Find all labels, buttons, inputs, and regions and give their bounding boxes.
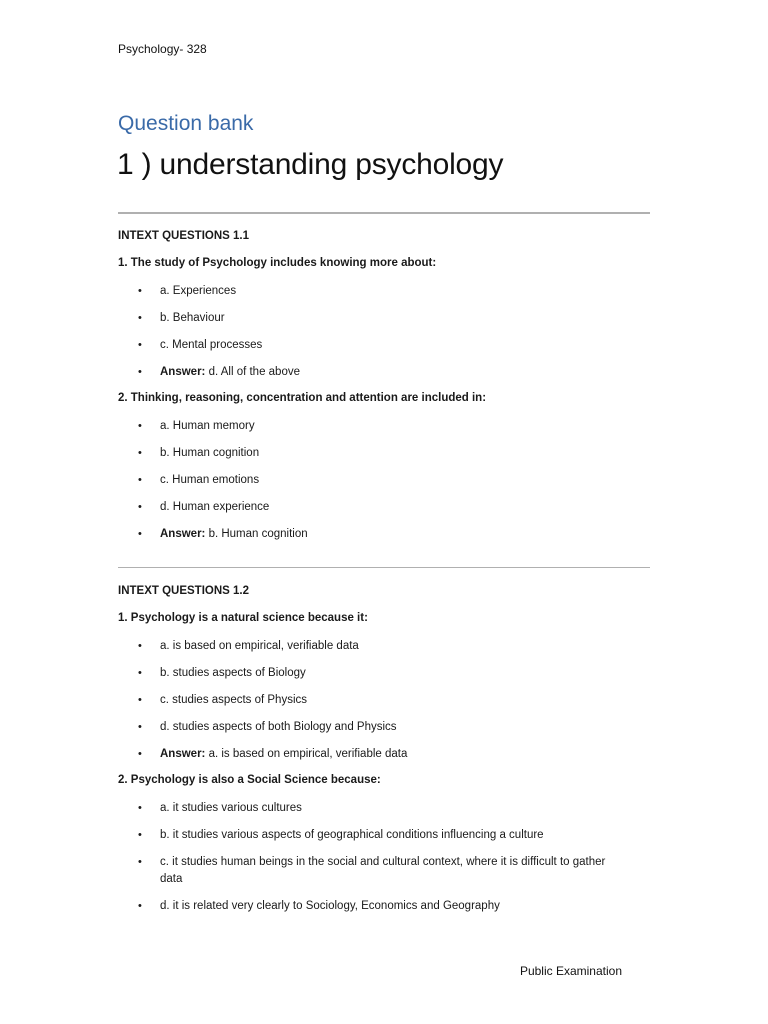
option-item: • b. Behaviour: [118, 310, 658, 327]
bullet-icon: •: [138, 447, 142, 459]
option-item: • a. Human memory: [118, 418, 658, 435]
page-header: Psychology- 328: [118, 42, 207, 56]
question-text: 2. Psychology is also a Social Science because:: [118, 774, 381, 786]
option-list: [118, 283, 658, 381]
option-list: [118, 800, 658, 915]
chapter-title: 1 ) understanding psychology: [117, 148, 504, 181]
section-intext-1-1: [118, 229, 658, 553]
bullet-icon: •: [138, 667, 142, 679]
section-title: INTEXT QUESTIONS 1.1: [118, 230, 249, 242]
answer-item: [118, 746, 658, 763]
bullet-icon: •: [138, 501, 142, 513]
option-item: • c. Human emotions: [118, 472, 658, 489]
title-divider: [118, 212, 650, 214]
bullet-icon: •: [138, 748, 142, 760]
bullet-icon: •: [138, 339, 142, 351]
option-item: • a. is based on empirical, verifiable data: [118, 638, 658, 655]
option-item: • c. Mental processes: [118, 337, 658, 354]
option-item: • c. studies aspects of Physics: [118, 692, 658, 709]
section-title: INTEXT QUESTIONS 1.2: [118, 585, 249, 597]
section-divider: [118, 567, 650, 568]
bullet-icon: •: [138, 802, 142, 814]
bullet-icon: •: [138, 285, 142, 297]
bullet-icon: •: [138, 312, 142, 324]
question-text: 2. Thinking, reasoning, concentration and attention are included in:: [118, 392, 487, 404]
option-list: [118, 418, 658, 543]
bullet-icon: •: [138, 900, 142, 912]
option-item: • d. it is related very clearly to Sociology, Economics and Geography: [118, 898, 658, 915]
option-item: • a. Experiences: [118, 283, 658, 300]
option-item: • d. studies aspects of both Biology and Physics: [118, 719, 658, 736]
bullet-icon: •: [138, 694, 142, 706]
section-intext-1-2: [118, 584, 658, 925]
option-item: • a. it studies various cultures: [118, 800, 658, 817]
bullet-icon: •: [138, 829, 142, 841]
option-item: • b. Human cognition: [118, 445, 658, 462]
answer-text: d. All of the above: [205, 366, 300, 378]
bullet-icon: •: [138, 721, 142, 733]
bullet-icon: •: [138, 640, 142, 652]
option-item: • d. Human experience: [118, 499, 658, 516]
question-text: 1. Psychology is a natural science because it:: [118, 612, 368, 624]
answer-text: b. Human cognition: [205, 528, 308, 540]
bullet-icon: •: [138, 420, 142, 432]
page-footer: Public Examination: [519, 964, 622, 978]
bullet-icon: •: [138, 474, 142, 486]
bullet-icon: •: [138, 528, 142, 540]
answer-text: a. is based on empirical, verifiable data: [205, 748, 408, 760]
option-item: • b. it studies various aspects of geographical conditions influencing a culture: [118, 827, 658, 844]
option-item: • c. it studies human beings in the social and cultural context, where it is difficult to gather data: [138, 856, 606, 885]
document-subtitle: Question bank: [118, 112, 254, 135]
answer-item: [118, 364, 658, 381]
bullet-icon: •: [138, 366, 142, 378]
option-item: • b. studies aspects of Biology: [118, 665, 658, 682]
answer-label: Answer:: [160, 366, 206, 378]
answer-item: [118, 526, 658, 543]
question-text: 1. The study of Psychology includes knowing more about:: [118, 257, 437, 269]
answer-label: Answer:: [160, 748, 206, 760]
option-list: [118, 638, 658, 763]
answer-label: Answer:: [160, 528, 206, 540]
bullet-icon: •: [138, 856, 142, 868]
